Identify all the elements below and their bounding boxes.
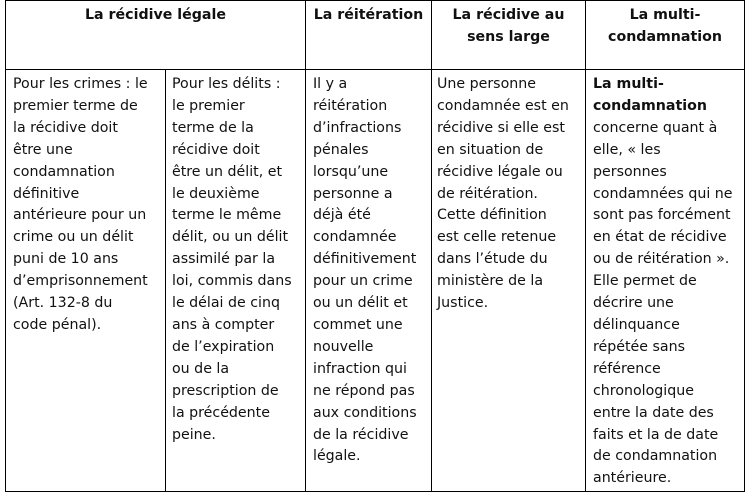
column-divider-large-multi	[585, 0, 586, 492]
multi-condamnation-term: La multi- condamnation	[593, 76, 707, 114]
header-multi-condamnation: La multi- condamnation	[608, 7, 722, 45]
cell-recidive-sens-large: Une personne condamnée est en récidive si elle est en situation de récidive légale ou de réitération. Cette définition est celle retenue dans l’étude du ministère de la Justice.	[437, 76, 569, 312]
table-border-top	[5, 0, 745, 1]
header-reiteration: La réitération	[313, 7, 424, 23]
cell-crimes: Pour les crimes : le premier terme de la récidive doit être une condamnation définitive antérieure pour un crime ou un délit puni de 10 ans d’emprisonnement (Art. 132-8 du code pénal).	[13, 76, 148, 333]
column-divider-reiteration-large	[431, 0, 432, 492]
table-border-right	[744, 0, 745, 492]
table-border-bottom	[5, 491, 745, 492]
header-recidive-legale: La récidive légale	[85, 7, 226, 23]
table-border-left	[5, 0, 6, 492]
cell-delits: Pour les délits : le premier terme de la récidive doit être un délit, et le deuxième terme le même délit, ou un délit assimilé par la loi, commis dans le délai de cinq ans à compter de l’expiration ou de la prescription de la précédente peine.	[172, 76, 292, 443]
column-divider-crimes-delits	[165, 69, 166, 492]
multi-condamnation-definition: concerne quant à elle, « les personnes condamnées qui ne sont pas forcément en état de récidive ou de réitération ». Elle permet de décrire une délinquance répétée sans référence chronologique entre la date des faits et la de date de condamnation antérieure.	[593, 119, 733, 487]
header-divider	[5, 69, 745, 70]
header-recidive-sens-large: La récidive au sens large	[452, 7, 565, 45]
column-divider-legal-reiteration	[305, 0, 306, 492]
cell-reiteration: Il y a réitération d’infractions pénales lorsqu’une personne a déjà été condamnée définitivement pour un crime ou un délit et commet une nouvelle infraction qui ne répond pas aux conditions de la récidive légale.	[313, 76, 417, 465]
comparison-table	[5, 0, 745, 492]
cell-multi-condamnation	[593, 74, 743, 490]
